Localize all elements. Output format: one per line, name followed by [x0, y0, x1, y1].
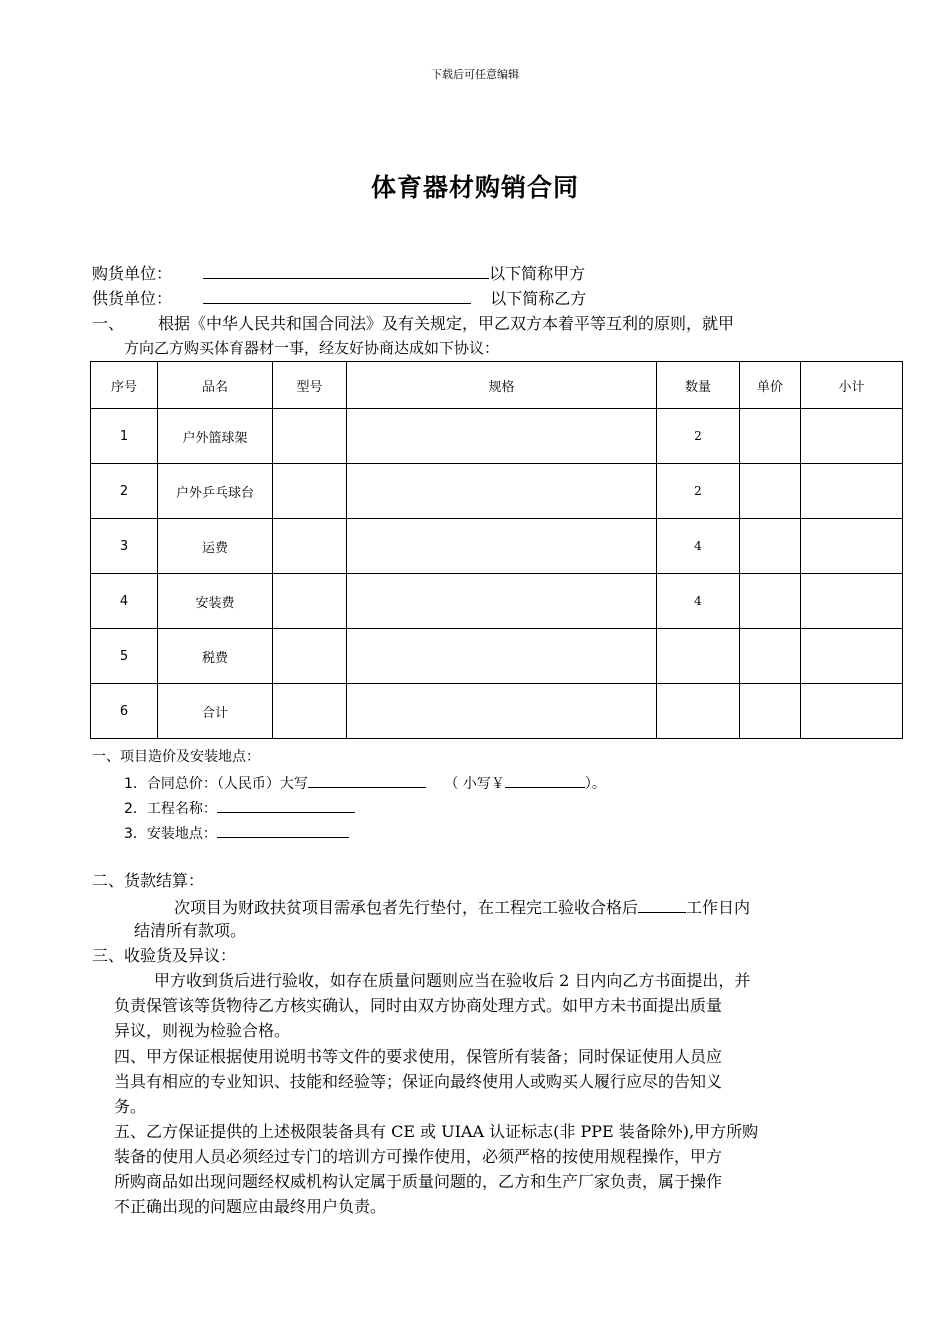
col-header-price: 单价	[740, 362, 801, 409]
section3-line: 异议，则视为检验合格。	[114, 1021, 291, 1040]
cell-no: 1	[91, 409, 158, 464]
table-row	[91, 409, 903, 464]
supplier-row	[92, 287, 586, 310]
intro-text-1: 根据《中华人民共和国合同法》及有关规定，甲乙双方本着平等互利的原则，就甲	[158, 314, 735, 333]
table-row	[91, 519, 903, 574]
cell-subtotal	[801, 519, 903, 574]
buyer-label: 购货单位：	[92, 264, 173, 283]
section2-heading: 二、货款结算：	[92, 871, 205, 890]
section5-line: 装备的使用人员必须经过专门的培训方可操作使用，必须严格的按使用规程操作，甲方	[114, 1147, 723, 1166]
cell-spec	[347, 684, 657, 739]
section5-line: 不正确出现的问题应由最终用户负责。	[114, 1197, 387, 1216]
total-price-end: ）。	[584, 776, 606, 792]
total-price-label: 1．合同总价：（人民币）大写	[124, 776, 308, 792]
cell-spec	[347, 464, 657, 519]
section5-line: 所购商品如出现问题经权威机构认定属于质量问题的，乙方和生产厂家负责，属于操作	[114, 1172, 723, 1191]
cell-model	[273, 464, 347, 519]
cell-model	[273, 684, 347, 739]
section1-item3	[124, 821, 349, 845]
cell-name: 税费	[158, 629, 273, 684]
cell-price	[740, 519, 801, 574]
intro-line-1	[92, 313, 734, 335]
cell-subtotal	[801, 629, 903, 684]
cell-qty: 2	[657, 409, 740, 464]
cell-model	[273, 629, 347, 684]
cell-no: 2	[91, 464, 158, 519]
col-header-qty: 数量	[657, 362, 740, 409]
cell-subtotal	[801, 574, 903, 629]
cell-qty	[657, 684, 740, 739]
cell-no: 3	[91, 519, 158, 574]
header-note: 下载后可任意编辑	[431, 68, 519, 81]
cell-name: 运费	[158, 519, 273, 574]
col-header-no: 序号	[91, 362, 158, 409]
table-row	[91, 629, 903, 684]
section2-para-line1	[174, 896, 750, 919]
table-header-row	[91, 362, 903, 409]
section1-heading: 一、项目造价及安装地点：	[92, 749, 260, 765]
cell-no: 5	[91, 629, 158, 684]
cell-price	[740, 574, 801, 629]
cell-model	[273, 574, 347, 629]
section5-line: 五、乙方保证提供的上述极限装备具有 CE 或 UIAA 认证标志(非 PPE 装备除外),甲方所购	[114, 1122, 759, 1141]
buyer-blank[interactable]	[203, 262, 489, 279]
cell-model	[273, 519, 347, 574]
cell-model	[273, 409, 347, 464]
section2-para-prefix: 次项目为财政扶贫项目需承包者先行垫付，在工程完工验收合格后	[174, 898, 639, 917]
cell-qty	[657, 629, 740, 684]
cell-no: 4	[91, 574, 158, 629]
total-price-figure-label: （ 小写￥	[444, 776, 505, 792]
section1-item1	[124, 771, 606, 795]
cell-qty: 4	[657, 519, 740, 574]
cell-price	[740, 464, 801, 519]
col-header-model: 型号	[273, 362, 347, 409]
cell-qty: 2	[657, 464, 740, 519]
supplier-suffix: 以下简称乙方	[490, 289, 587, 308]
cell-price	[740, 629, 801, 684]
buyer-row	[92, 262, 585, 285]
section3-line: 负责保管该等货物待乙方核实确认，同时由双方协商处理方式。如甲方未书面提出质量	[114, 996, 723, 1015]
table-row	[91, 464, 903, 519]
project-name-blank[interactable]	[217, 796, 355, 813]
cell-spec	[347, 519, 657, 574]
col-header-spec: 规格	[347, 362, 657, 409]
document-title: 体育器材购销合同	[370, 173, 579, 202]
col-header-subtotal: 小计	[801, 362, 903, 409]
total-price-words-blank[interactable]	[308, 771, 426, 788]
section2-para-suffix: 工作日内	[686, 898, 751, 917]
table-row	[91, 574, 903, 629]
cell-subtotal	[801, 409, 903, 464]
section2-para-line2: 结清所有款项。	[134, 921, 247, 940]
section3-heading: 三、收验货及异议：	[92, 946, 237, 965]
items-table	[90, 361, 903, 739]
cell-name: 户外乒乓球台	[158, 464, 273, 519]
cell-price	[740, 684, 801, 739]
intro-line-2: 方向乙方购买体育器材一事，经友好协商达成如下协议：	[124, 339, 500, 357]
buyer-suffix: 以下简称甲方	[489, 264, 586, 283]
section4-line: 当具有相应的专业知识、技能和经验等；保证向最终使用人或购买人履行应尽的告知义	[114, 1072, 723, 1091]
cell-spec	[347, 409, 657, 464]
section1-item2	[124, 796, 355, 820]
cell-price	[740, 409, 801, 464]
total-price-figure-blank[interactable]	[505, 771, 585, 788]
section4-line: 四、甲方保证根据使用说明书等文件的要求使用，保管所有装备；同时保证使用人员应	[114, 1047, 723, 1066]
install-location-label: 3．安装地点：	[124, 826, 217, 842]
cell-subtotal	[801, 464, 903, 519]
section3-line: 甲方收到货后进行验收，如存在质量问题则应当在验收后 2 日内向乙方书面提出，并	[154, 971, 751, 990]
cell-name: 户外篮球架	[158, 409, 273, 464]
cell-name: 合计	[158, 684, 273, 739]
cell-name: 安装费	[158, 574, 273, 629]
cell-spec	[347, 629, 657, 684]
supplier-label: 供货单位：	[92, 289, 173, 308]
table-row	[91, 684, 903, 739]
section4-line: 务。	[114, 1097, 147, 1116]
workdays-blank[interactable]	[638, 896, 686, 913]
cell-qty: 4	[657, 574, 740, 629]
install-location-blank[interactable]	[217, 821, 349, 838]
col-header-name: 品名	[158, 362, 273, 409]
cell-subtotal	[801, 684, 903, 739]
cell-spec	[347, 574, 657, 629]
cell-no: 6	[91, 684, 158, 739]
intro-number: 一、	[92, 314, 125, 333]
project-name-label: 2．工程名称：	[124, 801, 217, 817]
supplier-blank[interactable]	[203, 287, 471, 304]
